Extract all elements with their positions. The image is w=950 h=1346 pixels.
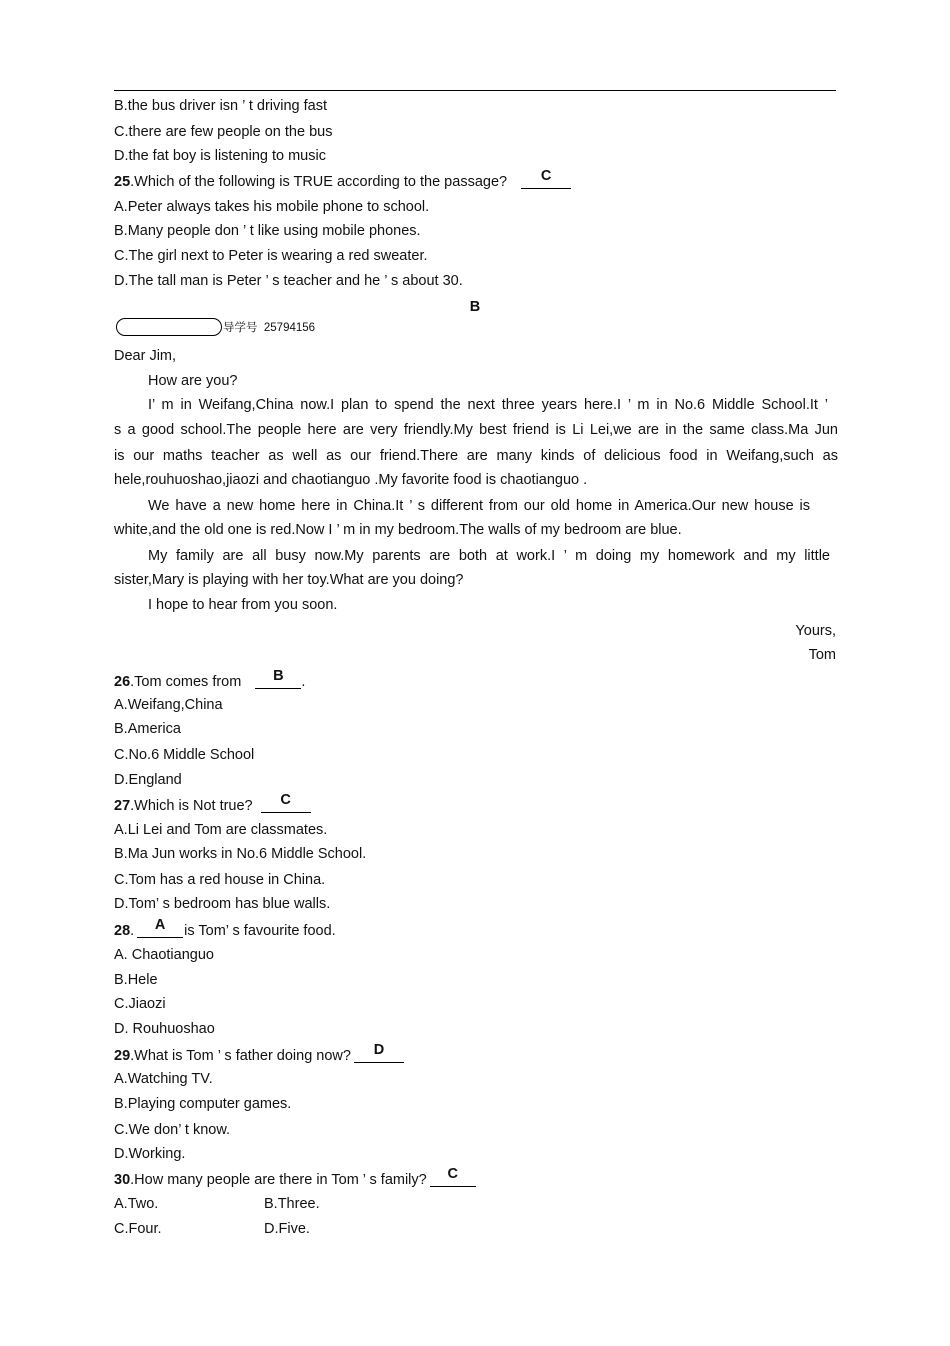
guide-number [223,320,315,336]
question-25 [114,168,571,191]
letter-p2-line-1: I’ m in Weifang,China now.I plan to spend the next three years here.I ’ m in No.6 Middle School.It ’ [148,397,828,413]
q27-option-b: B.Ma Jun works in No.6 Middle School. [114,846,367,862]
q24-option-d: D.the fat boy is listening to music [114,148,326,164]
question-number: 25 [114,174,131,190]
letter-paragraph-1: How are you? [148,373,238,389]
q25-option-d: D.The tall man is Peter ’ s teacher and he ’ s about 30. [114,273,463,289]
answer-letter: A [154,917,166,933]
guide-number-oval [116,318,222,336]
answer-blank [430,1166,476,1187]
q25-option-b: B.Many people don ’ t like using mobile phones. [114,223,421,239]
q24-option-b: B.the bus driver isn ’ t driving fast [114,98,328,114]
answer-letter: C [447,1166,458,1182]
letter-paragraph-5: I hope to hear from you soon. [148,597,338,613]
question-text: .What is Tom ’ s father doing now? [130,1048,351,1064]
q26-option-b: B.America [114,721,181,737]
q29-option-c: C.We don’ t know. [114,1122,231,1138]
guide-label: 导学号 [223,322,258,334]
guide-code: 25794156 [263,322,316,334]
question-number: 27 [114,798,131,814]
q30-option-b: B.Three. [264,1196,320,1212]
letter-signature: Tom [808,647,836,663]
section-b-title: B [469,299,481,315]
q25-option-c: C.The girl next to Peter is wearing a red sweater. [114,248,428,264]
q26-option-d: D.England [114,772,182,788]
answer-letter: B [273,668,284,684]
q26-option-a: A.Weifang,China [114,697,223,713]
question-number: 26 [114,674,131,690]
header-rule [114,90,836,91]
q27-option-a: A.Li Lei and Tom are classmates. [114,822,328,838]
q27-option-c: C.Tom has a red house in China. [114,872,326,888]
letter-p2-line-4: hele,rouhuoshao,jiaozi and chaotianguo .My favorite food is chaotianguo . [114,472,588,488]
answer-letter: D [373,1042,385,1058]
question-text: is Tom’ s favourite food. [184,923,336,939]
letter-p2-line-3: is our maths teacher as well as our friend.There are many kinds of delicious food in Weifang,such as [114,448,838,464]
question-text: .Which of the following is TRUE according to the passage? [130,174,508,190]
question-text: .Which is Not true? [130,798,253,814]
question-27 [114,792,311,815]
answer-letter: C [280,792,291,808]
q29-option-d: D.Working. [114,1146,186,1162]
q30-option-row-1 [114,1195,320,1213]
q28-option-d: D. Rouhuoshao [114,1021,215,1037]
q28-option-b: B.Hele [114,972,158,988]
question-number: 28 [114,923,131,939]
question-29 [114,1042,404,1065]
letter-p4-line-1: My family are all busy now.My parents are both at work.I ’ m doing my homework and my little [148,548,830,564]
q30-option-a: A.Two. [114,1196,159,1212]
letter-p2-line-2: s a good school.The people here are very friendly.My best friend is Li Lei,we are in the same class.Ma Jun [114,422,838,438]
q26-option-c: C.No.6 Middle School [114,747,255,763]
question-dot: . [130,923,135,939]
letter-closing: Yours, [795,623,836,639]
answer-blank [354,1042,404,1063]
answer-blank [261,792,311,813]
letter-p4-line-2: sister,Mary is playing with her toy.What are you doing? [114,572,464,588]
answer-blank [255,668,301,689]
question-end: . [301,674,306,690]
q30-option-d: D.Five. [264,1221,310,1237]
q30-option-row-2 [114,1220,310,1238]
answer-blank [137,917,183,938]
question-number: 29 [114,1048,131,1064]
q29-option-b: B.Playing computer games. [114,1096,292,1112]
q24-option-c: C.there are few people on the bus [114,124,333,140]
q30-option-c: C.Four. [114,1221,162,1237]
q27-option-d: D.Tom’ s bedroom has blue walls. [114,896,331,912]
letter-p3-line-1: We have a new home here in China.It ’ s different from our old home in America.Our new house is [148,498,810,514]
letter-p3-line-2: white,and the old one is red.Now I ’ m in my bedroom.The walls of my bedroom are blue. [114,522,682,538]
question-text: .Tom comes from [130,674,242,690]
question-30 [114,1166,476,1189]
q28-option-c: C.Jiaozi [114,996,166,1012]
answer-blank [521,168,571,189]
question-number: 30 [114,1172,131,1188]
answer-letter: C [540,168,552,184]
q29-option-a: A.Watching TV. [114,1071,213,1087]
question-text: .How many people are there in Tom ’ s family? [130,1172,427,1188]
question-26 [114,668,306,691]
q28-option-a: A. Chaotianguo [114,947,214,963]
letter-greeting: Dear Jim, [114,348,177,364]
q25-option-a: A.Peter always takes his mobile phone to school. [114,199,430,215]
question-28 [114,917,336,940]
